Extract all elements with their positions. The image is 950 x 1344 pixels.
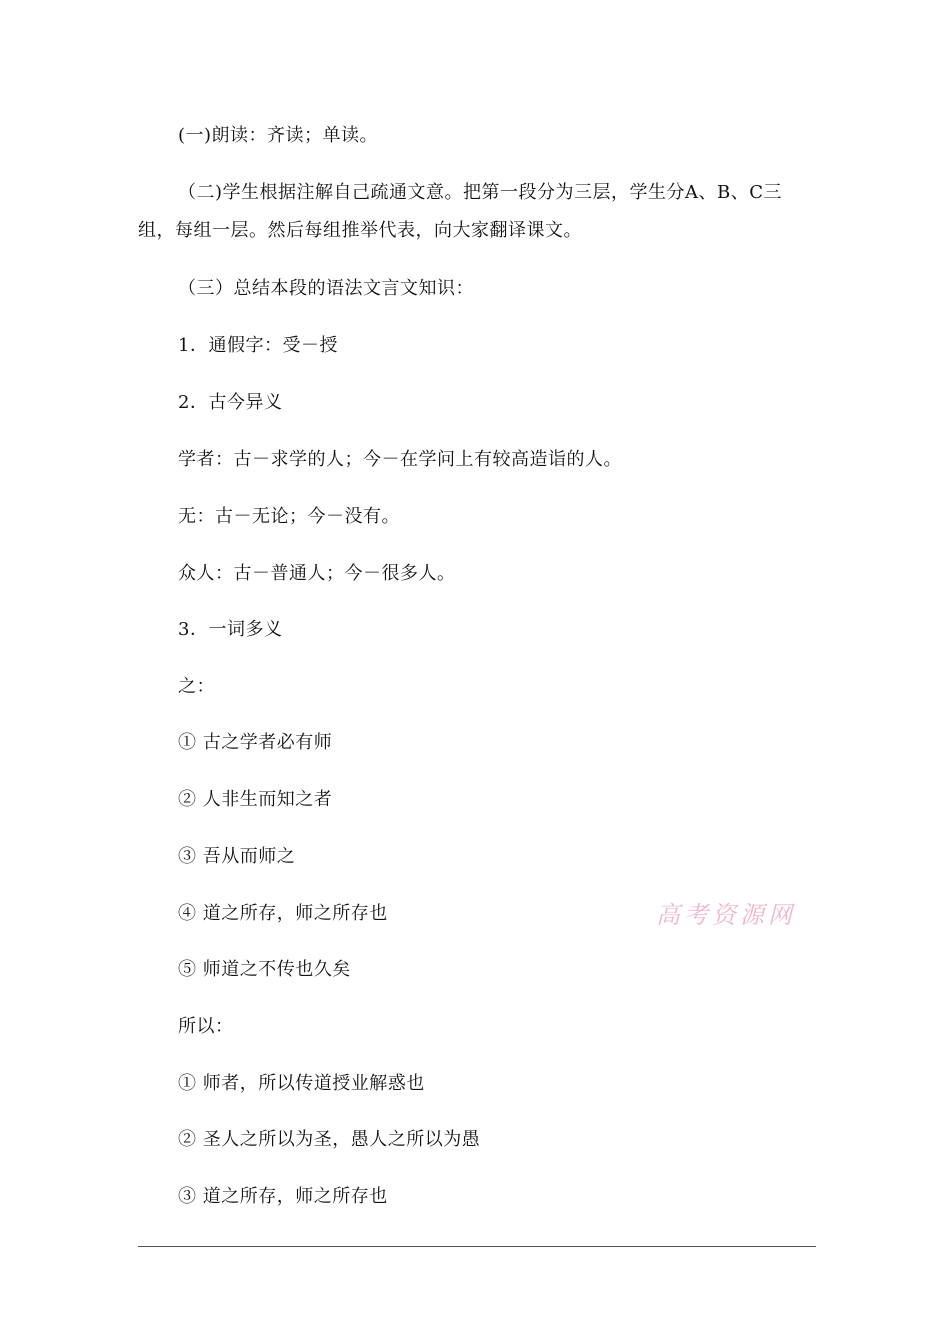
footer-divider [138,1246,816,1247]
yici-duoyi-heading: 3．一词多义 [178,619,283,640]
suoyi-example: ② 圣人之所以为圣，愚人之所以为愚 [178,1129,481,1150]
zhi-example: ③ 吾从而师之 [178,846,296,867]
zhi-label: 之： [178,676,215,697]
gujin-yiyi-heading: 2．古今异义 [178,392,283,413]
watermark-logo: 高考资源网 [656,901,796,929]
gujin-item: 众人：古－普通人；今－很多人。 [178,563,456,584]
zhi-example: ① 古之学者必有师 [178,732,333,753]
tongjiazi-item: 1．通假字：受－授 [178,335,338,356]
gujin-item: 无：古－无论；今－没有。 [178,506,400,527]
reading-instruction: (一)朗读：齐读；单读。 [178,125,379,146]
grammar-summary-heading: （三）总结本段的语法文言文知识： [178,278,474,299]
zhi-example: ⑤ 师道之不传也久矣 [178,959,351,980]
suoyi-label: 所以： [178,1016,234,1037]
suoyi-example: ① 师者，所以传道授业解惑也 [178,1073,425,1094]
translation-instruction: （二)学生根据注解自己疏通文意。把第一段分为三层，学生分A、B、C三组，每组一层。然后每组推举代表，向大家翻译课文。 [138,182,783,241]
zhi-example: ④ 道之所存，师之所存也 [178,903,388,924]
gujin-item: 学者：古－求学的人；今－在学问上有较高造诣的人。 [178,449,622,470]
suoyi-example: ③ 道之所存，师之所存也 [178,1186,388,1207]
zhi-example: ② 人非生而知之者 [178,789,333,810]
